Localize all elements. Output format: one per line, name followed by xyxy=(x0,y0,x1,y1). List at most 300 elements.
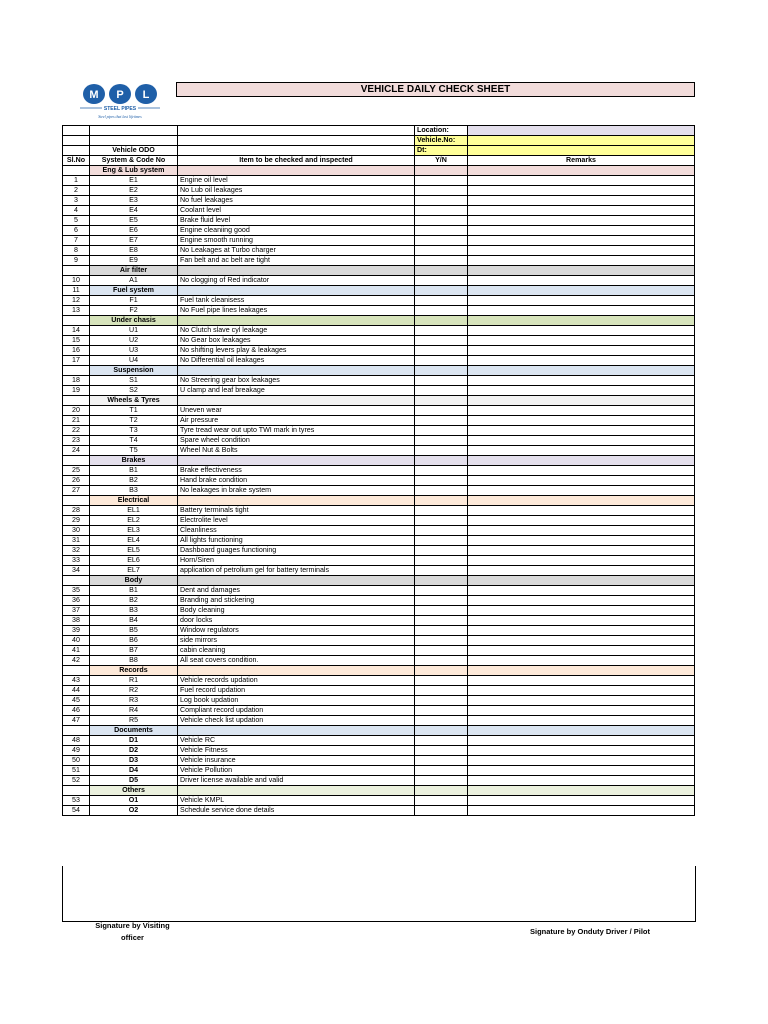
row-code: B4 xyxy=(90,616,178,626)
row-item: No fuel leakages xyxy=(178,196,415,206)
row-yn[interactable] xyxy=(415,406,468,416)
row-item: Battery terminals tight xyxy=(178,506,415,516)
row-remarks[interactable] xyxy=(468,696,695,706)
table-row xyxy=(63,616,695,626)
table-row xyxy=(63,716,695,726)
section-remarks-blank xyxy=(468,166,695,176)
row-remarks[interactable] xyxy=(468,526,695,536)
table-row xyxy=(63,186,695,196)
row-code: U4 xyxy=(90,356,178,366)
row-remarks[interactable] xyxy=(468,286,695,296)
table-row xyxy=(63,596,695,606)
row-item: Compliant record updation xyxy=(178,706,415,716)
row-remarks[interactable] xyxy=(468,776,695,786)
row-remarks[interactable] xyxy=(468,486,695,496)
row-yn[interactable] xyxy=(415,546,468,556)
row-item: No Fuel pipe lines leakages xyxy=(178,306,415,316)
row-remarks[interactable] xyxy=(468,686,695,696)
row-remarks[interactable] xyxy=(468,196,695,206)
table-row xyxy=(63,426,695,436)
table-row xyxy=(63,626,695,636)
row-slno: 50 xyxy=(63,756,90,766)
row-yn[interactable] xyxy=(415,296,468,306)
row-remarks[interactable] xyxy=(468,506,695,516)
row-yn[interactable] xyxy=(415,536,468,546)
row-yn[interactable] xyxy=(415,216,468,226)
row-yn[interactable] xyxy=(415,186,468,196)
row-remarks[interactable] xyxy=(468,476,695,486)
section-item-blank xyxy=(178,666,415,676)
section-slno xyxy=(63,266,90,276)
row-code: B2 xyxy=(90,596,178,606)
row-code: E8 xyxy=(90,246,178,256)
row-slno: 10 xyxy=(63,276,90,286)
section-row xyxy=(63,666,695,676)
row-yn[interactable] xyxy=(415,486,468,496)
row-item: Driver license available and valid xyxy=(178,776,415,786)
row-slno: 8 xyxy=(63,246,90,256)
row-yn[interactable] xyxy=(415,766,468,776)
row-slno: 15 xyxy=(63,336,90,346)
row-code: D4 xyxy=(90,766,178,776)
row-item: Dent and damages xyxy=(178,586,415,596)
section-yn-blank xyxy=(415,496,468,506)
row-code: EL6 xyxy=(90,556,178,566)
row-slno: 28 xyxy=(63,506,90,516)
row-remarks[interactable] xyxy=(468,606,695,616)
table-row xyxy=(63,736,695,746)
row-code: T5 xyxy=(90,446,178,456)
row-yn[interactable] xyxy=(415,556,468,566)
table-row xyxy=(63,506,695,516)
section-remarks-blank xyxy=(468,726,695,736)
section-slno xyxy=(63,166,90,176)
row-item: Engine cleaniing good xyxy=(178,226,415,236)
row-slno: 7 xyxy=(63,236,90,246)
row-item: Electrolite level xyxy=(178,516,415,526)
row-code: R4 xyxy=(90,706,178,716)
row-yn[interactable] xyxy=(415,276,468,286)
row-remarks[interactable] xyxy=(468,656,695,666)
row-code: D2 xyxy=(90,746,178,756)
row-remarks[interactable] xyxy=(468,216,695,226)
col-header-slno: Sl.No xyxy=(63,156,90,166)
section-yn-blank xyxy=(415,576,468,586)
row-item: Vehicle insurance xyxy=(178,756,415,766)
section-item-blank xyxy=(178,396,415,406)
section-item-blank xyxy=(178,726,415,736)
table-row xyxy=(63,566,695,576)
row-yn[interactable] xyxy=(415,356,468,366)
row-yn[interactable] xyxy=(415,176,468,186)
row-yn[interactable] xyxy=(415,636,468,646)
row-item: Branding and stickering xyxy=(178,596,415,606)
row-yn[interactable] xyxy=(415,256,468,266)
row-remarks[interactable] xyxy=(468,416,695,426)
row-yn[interactable] xyxy=(415,716,468,726)
row-item: Cleanliness xyxy=(178,526,415,536)
row-item: No Streering gear box leakages xyxy=(178,376,415,386)
row-slno: 37 xyxy=(63,606,90,616)
section-name: Records xyxy=(90,666,178,676)
sheet-title: VEHICLE DAILY CHECK SHEET xyxy=(176,82,695,97)
inspection-table xyxy=(62,125,695,816)
row-code: E3 xyxy=(90,196,178,206)
row-code: EL1 xyxy=(90,506,178,516)
row-slno: 30 xyxy=(63,526,90,536)
row-yn[interactable] xyxy=(415,696,468,706)
row-yn[interactable] xyxy=(415,796,468,806)
row-slno: 46 xyxy=(63,706,90,716)
row-slno: 23 xyxy=(63,436,90,446)
row-item: Dashboard guages functioning xyxy=(178,546,415,556)
section-remarks-blank xyxy=(468,456,695,466)
row-item: Uneven wear xyxy=(178,406,415,416)
vehicle-odo-value[interactable] xyxy=(178,146,415,156)
row-yn[interactable] xyxy=(415,586,468,596)
row-yn[interactable] xyxy=(415,526,468,536)
row-item: Vehicle KMPL xyxy=(178,796,415,806)
row-item: Window regulators xyxy=(178,626,415,636)
col-header-remarks: Remarks xyxy=(468,156,695,166)
row-yn[interactable] xyxy=(415,426,468,436)
signature-driver: Signature by Onduty Driver / Pilot xyxy=(529,927,651,936)
row-yn[interactable] xyxy=(415,566,468,576)
table-row xyxy=(63,466,695,476)
row-code: D3 xyxy=(90,756,178,766)
row-remarks[interactable] xyxy=(468,616,695,626)
row-yn[interactable] xyxy=(415,506,468,516)
section-row xyxy=(63,366,695,376)
row-item: Vehicle Pollution xyxy=(178,766,415,776)
row-yn[interactable] xyxy=(415,756,468,766)
row-item: Vehicle Fitness xyxy=(178,746,415,756)
row-yn[interactable] xyxy=(415,246,468,256)
row-remarks[interactable] xyxy=(468,766,695,776)
row-slno: 22 xyxy=(63,426,90,436)
row-slno: 17 xyxy=(63,356,90,366)
row-remarks[interactable] xyxy=(468,646,695,656)
table-row xyxy=(63,606,695,616)
row-yn[interactable] xyxy=(415,236,468,246)
row-yn[interactable] xyxy=(415,206,468,216)
row-item: Vehicle check list updation xyxy=(178,716,415,726)
table-row xyxy=(63,376,695,386)
row-slno: 35 xyxy=(63,586,90,596)
row-yn[interactable] xyxy=(415,706,468,716)
row-yn[interactable] xyxy=(415,616,468,626)
row-remarks[interactable] xyxy=(468,556,695,566)
row-remarks[interactable] xyxy=(468,436,695,446)
row-item: cabin cleaning xyxy=(178,646,415,656)
svg-text:M: M xyxy=(89,89,99,101)
table-row xyxy=(63,686,695,696)
row-remarks[interactable] xyxy=(468,356,695,366)
section-slno xyxy=(63,576,90,586)
row-slno: 49 xyxy=(63,746,90,756)
row-slno: 31 xyxy=(63,536,90,546)
row-remarks[interactable] xyxy=(468,376,695,386)
row-yn[interactable] xyxy=(415,346,468,356)
section-yn-blank xyxy=(415,166,468,176)
table-row xyxy=(63,306,695,316)
row-slno: 47 xyxy=(63,716,90,726)
row-code: EL7 xyxy=(90,566,178,576)
row-slno: 32 xyxy=(63,546,90,556)
section-slno xyxy=(63,496,90,506)
row-yn[interactable] xyxy=(415,436,468,446)
section-slno xyxy=(63,316,90,326)
section-remarks-blank xyxy=(468,396,695,406)
row-remarks[interactable] xyxy=(468,636,695,646)
row-remarks[interactable] xyxy=(468,386,695,396)
row-yn[interactable] xyxy=(415,676,468,686)
section-name: Others xyxy=(90,786,178,796)
row-yn[interactable] xyxy=(415,336,468,346)
section-slno xyxy=(63,666,90,676)
row-remarks[interactable] xyxy=(468,276,695,286)
row-yn[interactable] xyxy=(415,376,468,386)
section-item-blank xyxy=(178,316,415,326)
row-slno: 48 xyxy=(63,736,90,746)
table-row xyxy=(63,436,695,446)
row-remarks[interactable] xyxy=(468,516,695,526)
row-remarks[interactable] xyxy=(468,296,695,306)
row-code: B6 xyxy=(90,636,178,646)
row-yn[interactable] xyxy=(415,746,468,756)
row-code: O1 xyxy=(90,796,178,806)
row-remarks[interactable] xyxy=(468,736,695,746)
table-row xyxy=(63,486,695,496)
row-remarks[interactable] xyxy=(468,806,695,816)
row-remarks[interactable] xyxy=(468,446,695,456)
row-yn[interactable] xyxy=(415,196,468,206)
section-slno xyxy=(63,396,90,406)
row-remarks[interactable] xyxy=(468,206,695,216)
row-yn[interactable] xyxy=(415,286,468,296)
row-item: No Leakages at Turbo charger xyxy=(178,246,415,256)
row-yn[interactable] xyxy=(415,806,468,816)
row-remarks[interactable] xyxy=(468,256,695,266)
table-row xyxy=(63,416,695,426)
row-remarks[interactable] xyxy=(468,426,695,436)
section-row xyxy=(63,166,695,176)
row-remarks[interactable] xyxy=(468,626,695,636)
row-code: T2 xyxy=(90,416,178,426)
row-item: All seat covers condition. xyxy=(178,656,415,666)
row-code: F2 xyxy=(90,306,178,316)
table-row xyxy=(63,296,695,306)
row-yn[interactable] xyxy=(415,226,468,236)
row-code: B3 xyxy=(90,486,178,496)
svg-text:P: P xyxy=(116,89,124,101)
row-yn[interactable] xyxy=(415,516,468,526)
row-remarks[interactable] xyxy=(468,716,695,726)
row-item: Coolant level xyxy=(178,206,415,216)
section-name: Documents xyxy=(90,726,178,736)
row-remarks[interactable] xyxy=(468,796,695,806)
table-row xyxy=(63,336,695,346)
row-slno: 33 xyxy=(63,556,90,566)
row-yn[interactable] xyxy=(415,476,468,486)
row-slno: 44 xyxy=(63,686,90,696)
section-item-blank xyxy=(178,166,415,176)
row-yn[interactable] xyxy=(415,736,468,746)
row-remarks[interactable] xyxy=(468,596,695,606)
signature-visiting-line1: Signature by Visiting xyxy=(95,921,170,930)
row-yn[interactable] xyxy=(415,466,468,476)
table-row xyxy=(63,386,695,396)
table-row xyxy=(63,776,695,786)
section-row xyxy=(63,456,695,466)
row-remarks[interactable] xyxy=(468,406,695,416)
row-code: E9 xyxy=(90,256,178,266)
row-remarks[interactable] xyxy=(468,756,695,766)
row-item: Spare wheel condition xyxy=(178,436,415,446)
row-yn[interactable] xyxy=(415,416,468,426)
row-slno: 3 xyxy=(63,196,90,206)
location-label: Location: xyxy=(415,126,468,136)
table-row xyxy=(63,226,695,236)
row-code: U1 xyxy=(90,326,178,336)
row-remarks[interactable] xyxy=(468,746,695,756)
row-code: Fuel system xyxy=(90,286,178,296)
row-item xyxy=(178,286,415,296)
col-header-item: Item to be checked and inspected xyxy=(178,156,415,166)
col-header-yn: Y/N xyxy=(415,156,468,166)
section-remarks-blank xyxy=(468,786,695,796)
section-row xyxy=(63,396,695,406)
row-yn[interactable] xyxy=(415,446,468,456)
row-slno: 21 xyxy=(63,416,90,426)
row-yn[interactable] xyxy=(415,686,468,696)
row-code: D1 xyxy=(90,736,178,746)
row-yn[interactable] xyxy=(415,326,468,336)
svg-text:STEEL PIPES: STEEL PIPES xyxy=(103,106,137,112)
row-yn[interactable] xyxy=(415,606,468,616)
section-name: Electrical xyxy=(90,496,178,506)
section-item-blank xyxy=(178,786,415,796)
row-code: B3 xyxy=(90,606,178,616)
row-item: No Clutch slave cyl leakage xyxy=(178,326,415,336)
row-item: Tyre tread wear out upto TWI mark in tyres xyxy=(178,426,415,436)
table-row xyxy=(63,696,695,706)
table-row xyxy=(63,656,695,666)
row-remarks[interactable] xyxy=(468,346,695,356)
row-yn[interactable] xyxy=(415,306,468,316)
vehicle-no-value[interactable] xyxy=(468,136,695,146)
table-row xyxy=(63,446,695,456)
row-yn[interactable] xyxy=(415,776,468,786)
row-remarks[interactable] xyxy=(468,336,695,346)
row-yn[interactable] xyxy=(415,596,468,606)
row-remarks[interactable] xyxy=(468,676,695,686)
table-row xyxy=(63,476,695,486)
row-code: B8 xyxy=(90,656,178,666)
row-code: R3 xyxy=(90,696,178,706)
row-slno: 5 xyxy=(63,216,90,226)
row-remarks[interactable] xyxy=(468,226,695,236)
row-code: E7 xyxy=(90,236,178,246)
table-row xyxy=(63,526,695,536)
table-row xyxy=(63,236,695,246)
date-value[interactable] xyxy=(468,146,695,156)
row-code: E6 xyxy=(90,226,178,236)
table-row xyxy=(63,556,695,566)
row-slno: 36 xyxy=(63,596,90,606)
table-row xyxy=(63,216,695,226)
row-remarks[interactable] xyxy=(468,706,695,716)
row-yn[interactable] xyxy=(415,656,468,666)
table-row xyxy=(63,586,695,596)
row-code: E5 xyxy=(90,216,178,226)
row-yn[interactable] xyxy=(415,626,468,636)
row-remarks[interactable] xyxy=(468,236,695,246)
date-label: Dt: xyxy=(415,146,468,156)
row-code: B1 xyxy=(90,586,178,596)
row-remarks[interactable] xyxy=(468,186,695,196)
row-slno: 9 xyxy=(63,256,90,266)
section-remarks-blank xyxy=(468,266,695,276)
row-slno: 45 xyxy=(63,696,90,706)
row-remarks[interactable] xyxy=(468,536,695,546)
row-yn[interactable] xyxy=(415,386,468,396)
row-remarks[interactable] xyxy=(468,566,695,576)
row-slno: 52 xyxy=(63,776,90,786)
row-remarks[interactable] xyxy=(468,546,695,556)
row-code: E4 xyxy=(90,206,178,216)
row-slno: 4 xyxy=(63,206,90,216)
row-code: EL4 xyxy=(90,536,178,546)
row-slno: 34 xyxy=(63,566,90,576)
row-code: T4 xyxy=(90,436,178,446)
row-slno: 11 xyxy=(63,286,90,296)
row-item: Schedule service done details xyxy=(178,806,415,816)
table-row xyxy=(63,176,695,186)
table-row xyxy=(63,406,695,416)
row-code: EL5 xyxy=(90,546,178,556)
table-row xyxy=(63,756,695,766)
row-remarks[interactable] xyxy=(468,306,695,316)
row-slno: 39 xyxy=(63,626,90,636)
table-row xyxy=(63,196,695,206)
row-item: U clamp and leaf breakage xyxy=(178,386,415,396)
section-remarks-blank xyxy=(468,666,695,676)
row-remarks[interactable] xyxy=(468,466,695,476)
table-row xyxy=(63,796,695,806)
section-yn-blank xyxy=(415,786,468,796)
table-row xyxy=(63,746,695,756)
row-item: Brake effectiveness xyxy=(178,466,415,476)
row-item: application of petrolium gel for battery terminals xyxy=(178,566,415,576)
row-remarks[interactable] xyxy=(468,246,695,256)
row-yn[interactable] xyxy=(415,646,468,656)
row-code: E1 xyxy=(90,176,178,186)
row-remarks[interactable] xyxy=(468,586,695,596)
notes-area[interactable] xyxy=(62,866,696,922)
row-remarks[interactable] xyxy=(468,176,695,186)
section-yn-blank xyxy=(415,726,468,736)
section-row xyxy=(63,266,695,276)
section-yn-blank xyxy=(415,666,468,676)
row-remarks[interactable] xyxy=(468,326,695,336)
section-item-blank xyxy=(178,266,415,276)
row-item: No shifting levers play & leakages xyxy=(178,346,415,356)
section-remarks-blank xyxy=(468,576,695,586)
location-value[interactable] xyxy=(468,126,695,136)
table-row xyxy=(63,766,695,776)
section-name: Under chasis xyxy=(90,316,178,326)
